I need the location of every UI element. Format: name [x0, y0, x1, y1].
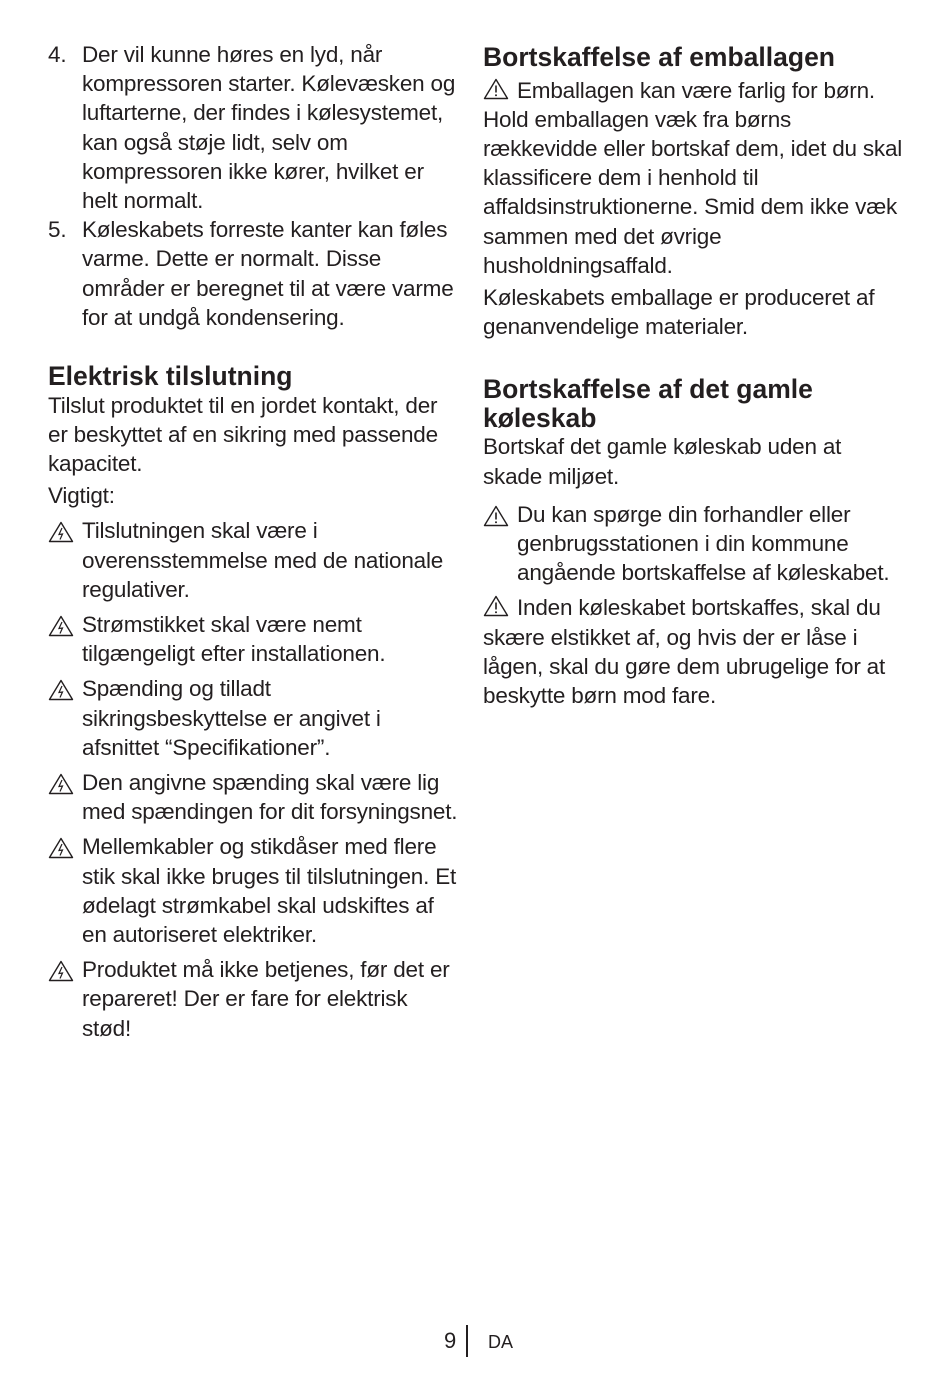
- electric-hazard-icon: [48, 960, 74, 982]
- warning-text: Strømstikket skal være nemt tilgængeligt efter installationen.: [82, 611, 386, 667]
- warning-text: Spænding og tilladt sikringsbeskyttelse er angivet i afsnittet “Specifikationer”.: [82, 676, 381, 760]
- warning-text: Den angivne spænding skal være lig med spændingen for dit forsyningsnet.: [82, 769, 458, 825]
- packaging-note: Køleskabets emballage er produceret af genanvendelige materialer.: [483, 284, 875, 340]
- electric-hazard-icon: [48, 773, 74, 795]
- section-heading-electric: Elektrisk tilslutning: [48, 361, 293, 392]
- warning-triangle-icon: [483, 595, 509, 617]
- packaging-warning: [483, 76, 903, 280]
- warning-text: Mellemkabler og stikdåser med flere stik skal ikke bruges til tilslutningen. Et ødelagt strømkabel skal udskiftes af en autoriseret elektriker.: [82, 834, 457, 947]
- list-text: Køleskabets forreste kanter kan føles varme. Dette er normalt. Disse områder er beregnet til at være varme for at undgå kondensering.: [82, 217, 454, 330]
- warning-triangle-icon: [483, 505, 509, 527]
- electric-intro: Tilslut produktet til en jordet kontakt, der er beskyttet af en sikring med passende kapacitet.: [48, 392, 438, 476]
- left-column: [48, 40, 458, 1043]
- list-number: 4.: [48, 42, 67, 67]
- electric-hazard-icon: [48, 837, 74, 859]
- electric-hazard-icon: [48, 521, 74, 543]
- warning-item: [48, 832, 458, 949]
- warning-item: [48, 955, 458, 1043]
- warning-item: [48, 610, 458, 668]
- page-number: 9: [444, 1328, 457, 1353]
- warning-item: [483, 500, 903, 588]
- electric-hazard-icon: [48, 679, 74, 701]
- important-label: Vigtigt:: [48, 483, 115, 509]
- list-item: [48, 40, 458, 215]
- warning-text: Emballagen kan være farlig for børn. Hold emballagen væk fra børns rækkevidde eller bortskaf dem, idet du skal klassificere dem i henhold til affaldsinstruktionerne. Smid dem ikke væk sammen med det øvrige husholdningsaffald.: [483, 77, 903, 278]
- footer-divider: [466, 1325, 468, 1357]
- section-heading-old-fridge: Bortskaffelse af det gamle køleskab: [483, 374, 813, 433]
- warning-item: [48, 516, 458, 604]
- warning-text: Produktet må ikke betjenes, før det er repareret! Der er fare for elektrisk stød!: [82, 957, 450, 1041]
- electric-hazard-icon: [48, 615, 74, 637]
- page-footer: [0, 1325, 950, 1357]
- list-number: 5.: [48, 217, 67, 243]
- old-fridge-intro: Bortskaf det gamle køleskab uden at skade miljøet.: [483, 434, 842, 489]
- warning-text: Du kan spørge din forhandler eller genbrugsstationen i din kommune angående bortskaffelse af køleskabet.: [517, 501, 890, 586]
- list-text: Der vil kunne høres en lyd, når kompressoren starter. Kølevæsken og luftarterne, der findes i kølesystemet, kan også støje lidt, selv om kompressoren ikke kører, hvilket er helt normalt.: [82, 42, 456, 214]
- section-heading-packaging: Bortskaffelse af emballagen: [483, 42, 835, 72]
- warning-item: [48, 674, 458, 762]
- right-column: [483, 40, 903, 710]
- language-code: DA: [488, 1332, 514, 1352]
- warning-text: Tilslutningen skal være i overensstemmelse med de nationale regulativer.: [82, 518, 444, 602]
- warning-item: [48, 768, 458, 826]
- list-item: [48, 215, 458, 332]
- old-fridge-warning-2: [483, 593, 903, 710]
- warning-triangle-icon: [483, 78, 509, 100]
- warning-text: Inden køleskabet bortskaffes, skal du skære elstikket af, og hvis der er låse i lågen, skal du gøre dem ubrugelige for at beskytte børn mod fare.: [483, 595, 886, 708]
